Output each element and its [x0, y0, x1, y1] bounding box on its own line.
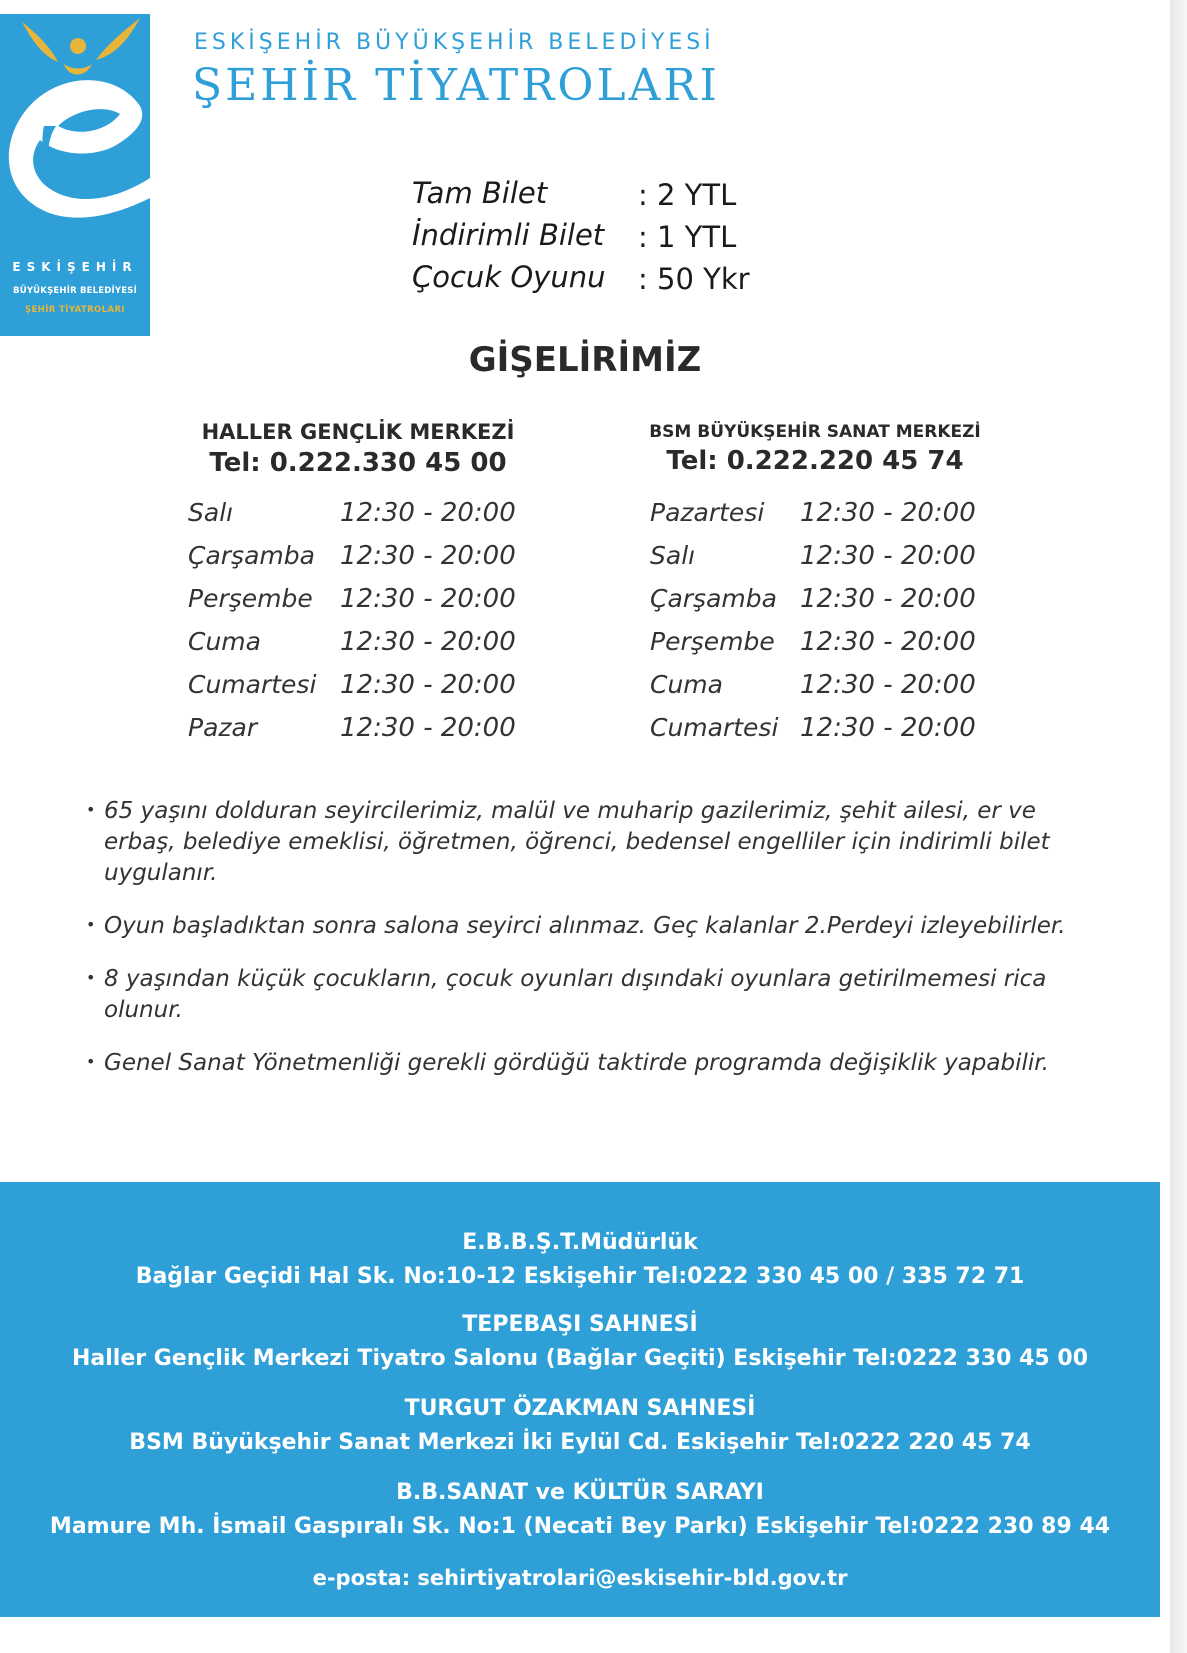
stage-address: Mamure Mh. İsmail Gaspıralı Sk. No:1 (Necati Bey Parkı) Eskişehir Tel:0222 230 89 44 [49, 1514, 1111, 1539]
price-row [412, 218, 812, 260]
price-value: : 1 YTL [638, 220, 737, 254]
office-schedule [650, 498, 1010, 756]
office-name: BSM BÜYÜKŞEHİR SANAT MERKEZİ [649, 422, 981, 442]
box-office-heading: GİŞELİRİMİZ [468, 340, 702, 380]
schedule-day: Pazar [188, 713, 258, 742]
schedule-day: Perşembe [650, 627, 775, 656]
price-value: : 50 Ykr [638, 262, 750, 296]
price-label: Tam Bilet [412, 176, 548, 210]
contact-footer [0, 1182, 1160, 1617]
price-row [412, 176, 812, 218]
schedule-time: 12:30 - 20:00 [800, 627, 976, 657]
schedule-time: 12:30 - 20:00 [340, 713, 516, 743]
note-item [86, 796, 1086, 889]
note-item [86, 1048, 1086, 1079]
box-office-bsm [595, 420, 1035, 743]
note-text: Genel Sanat Yönetmenliği gerekli gördüğü taktirde programda değişiklik yapabilir. [104, 1050, 1049, 1076]
stage-address: Haller Gençlik Merkezi Tiyatro Salonu (Bağlar Geçiti) Eskişehir Tel:0222 330 45 00 [71, 1346, 1089, 1371]
organization-subtitle: ESKİŞEHİR BÜYÜKŞEHİR BELEDİYESİ [194, 30, 715, 55]
bullet-icon: • [86, 915, 96, 934]
stage-title: B.B.SANAT ve KÜLTÜR SARAYI [396, 1480, 764, 1505]
theatre-figure-logo-icon [0, 14, 150, 254]
schedule-time: 12:30 - 20:00 [340, 584, 516, 614]
schedule-time: 12:30 - 20:00 [800, 670, 976, 700]
price-label: Çocuk Oyunu [412, 260, 606, 294]
logo-city-text: ESKİŞEHİR [12, 260, 138, 274]
stage-title: TEPEBAŞI SAHNESİ [462, 1312, 698, 1337]
schedule-row [188, 541, 548, 584]
price-label: İndirimli Bilet [412, 218, 605, 252]
price-row [412, 260, 812, 302]
bullet-icon: • [86, 968, 96, 987]
schedule-day: Cuma [650, 670, 723, 699]
schedule-row [188, 713, 548, 756]
schedule-time: 12:30 - 20:00 [800, 713, 976, 743]
theatre-logo [0, 14, 150, 336]
office-schedule [188, 498, 548, 756]
directorate-title: E.B.B.Ş.T.Müdürlük [462, 1230, 698, 1255]
schedule-day: Çarşamba [188, 541, 315, 570]
box-office-haller [138, 420, 578, 743]
schedule-row [188, 670, 548, 713]
schedule-row [188, 627, 548, 670]
schedule-time: 12:30 - 20:00 [800, 584, 976, 614]
stage-address: BSM Büyükşehir Sanat Merkezi İki Eylül Cd. Eskişehir Tel:0222 220 45 74 [129, 1430, 1031, 1455]
logo-theatre-text: ŞEHİR TİYATROLARI [24, 305, 125, 315]
note-text: 8 yaşından küçük çocukların, çocuk oyunları dışındaki oyunlara getirilmemesi rica olunur. [104, 966, 1047, 1023]
note-text: Oyun başladıktan sonra salona seyirci alınmaz. Geç kalanlar 2.Perdeyi izleyebilirler. [104, 913, 1066, 939]
schedule-row [650, 498, 1010, 541]
schedule-day: Salı [188, 498, 234, 527]
note-item [86, 964, 1086, 1026]
office-phone: Tel: 0.222.220 45 74 [666, 446, 964, 476]
bullet-icon: • [86, 1052, 96, 1071]
ticket-prices [412, 176, 812, 302]
directorate-address: Bağlar Geçidi Hal Sk. No:10-12 Eskişehir Tel:0222 330 45 00 / 335 72 71 [135, 1264, 1025, 1289]
schedule-time: 12:30 - 20:00 [340, 541, 516, 571]
schedule-time: 12:30 - 20:00 [800, 541, 976, 571]
stage-title: TURGUT ÖZAKMAN SAHNESİ [404, 1396, 756, 1421]
schedule-day: Çarşamba [650, 584, 777, 613]
schedule-day: Cumartesi [188, 670, 317, 699]
email-address[interactable]: e-posta: sehirtiyatrolari@eskisehir-bld.gov.tr [312, 1566, 848, 1590]
logo-municipality-text: BÜYÜKŞEHİR BELEDİYESİ [13, 286, 137, 296]
page-edge [1170, 0, 1187, 1653]
schedule-row [650, 713, 1010, 756]
office-phone: Tel: 0.222.330 45 00 [209, 448, 507, 478]
schedule-time: 12:30 - 20:00 [340, 498, 516, 528]
office-name: HALLER GENÇLİK MERKEZİ [201, 420, 515, 444]
price-value: : 2 YTL [638, 178, 737, 212]
schedule-day: Perşembe [188, 584, 313, 613]
organization-title: ŞEHİR TİYATROLARI [192, 60, 720, 111]
schedule-row [650, 627, 1010, 670]
schedule-row [188, 498, 548, 541]
schedule-row [188, 584, 548, 627]
schedule-day: Cuma [188, 627, 261, 656]
schedule-day: Salı [650, 541, 696, 570]
bullet-icon: • [86, 800, 96, 819]
schedule-time: 12:30 - 20:00 [340, 670, 516, 700]
schedule-day: Pazartesi [650, 498, 765, 527]
schedule-row [650, 584, 1010, 627]
schedule-row [650, 541, 1010, 584]
schedule-time: 12:30 - 20:00 [800, 498, 976, 528]
note-item [86, 911, 1086, 942]
schedule-day: Cumartesi [650, 713, 779, 742]
schedule-row [650, 670, 1010, 713]
note-text: 65 yaşını dolduran seyircilerimiz, malül ve muharip gazilerimiz, şehit ailesi, er ve erbaş, belediye emeklisi, öğretmen, öğrenci, bedensel engelliler için indirimli bilet uygulanır. [104, 798, 1050, 886]
notes-list [86, 796, 1086, 1101]
schedule-time: 12:30 - 20:00 [340, 627, 516, 657]
